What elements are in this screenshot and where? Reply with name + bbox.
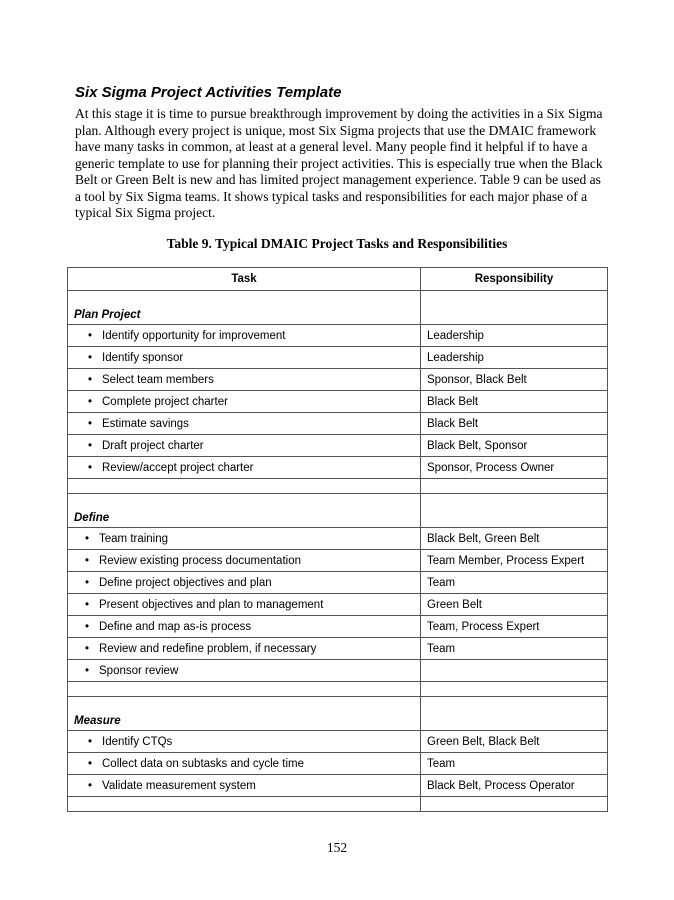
task-cell [68,638,421,660]
responsibility-cell: Team [421,638,608,660]
task-text: Validate measurement system [102,779,256,792]
page-number: 152 [326,840,348,855]
bullet-icon: • [84,620,90,633]
task-text: Team training [99,532,169,545]
task-cell [68,660,421,682]
section-row [68,291,608,325]
responsibility-cell: Black Belt [421,413,608,435]
responsibility-cell: Leadership [421,325,608,347]
table-row [68,775,608,797]
responsibility-cell: Black Belt, Sponsor [421,435,608,457]
table-row [68,616,608,638]
bullet-icon: • [84,598,90,611]
table-row [68,347,608,369]
task-cell [68,391,421,413]
task-cell [68,775,421,797]
bullet-icon: • [84,664,90,677]
bullet-icon: • [87,461,93,474]
task-cell [68,731,421,753]
task-text: Review and redefine problem, if necessary [99,642,317,655]
task-text: Identify CTQs [102,735,173,748]
table-row [68,413,608,435]
table-header-row [68,268,608,291]
bullet-icon: • [87,373,93,386]
responsibility-cell [421,660,608,682]
task-text: Identify sponsor [102,351,184,364]
task-text: Define project objectives and plan [99,576,272,589]
intro-paragraph: At this stage it is time to pursue breakthrough improvement by doing the activities in a Six Sigma plan. Although every project is unique, most Six Sigma projects that use the DMAIC framework have many tasks in common, at least at a general level. Many people find it helpful if to have a generic template to use for planning their project activities. This is especially true when the Black Belt or Green Belt is new and has limited project management experience. Table 9 can be used as a tool by Six Sigma teams. It shows typical tasks and responsibilities for each major phase of a typical Six Sigma project. [75,106,603,220]
task-text: Identify opportunity for improvement [102,329,286,342]
table-row [68,457,608,479]
section-responsibility-cell [421,697,608,731]
table-row [68,594,608,616]
task-cell [68,550,421,572]
responsibility-cell: Leadership [421,347,608,369]
task-cell [68,528,421,550]
responsibility-cell: Green Belt [421,594,608,616]
table-row [68,660,608,682]
table-caption: Table 9. Typical DMAIC Project Tasks and Responsibilities [166,236,508,251]
bullet-icon: • [87,351,93,364]
task-text: Estimate savings [102,417,189,430]
section-row [68,494,608,528]
bullet-icon: • [87,395,93,408]
responsibility-cell: Team Member, Process Expert [421,550,608,572]
task-text: Select team members [102,373,214,386]
dmaic-tasks-table [67,267,608,812]
bullet-icon: • [87,757,93,770]
table-row [68,572,608,594]
task-text: Review existing process documentation [99,554,301,567]
bullet-icon: • [84,576,90,589]
table-row [68,528,608,550]
section-heading: Six Sigma Project Activities Template [75,84,342,101]
bullet-icon: • [84,532,90,545]
task-text: Define and map as-is process [99,620,252,633]
bullet-icon: • [84,554,90,567]
responsibility-cell: Sponsor, Black Belt [421,369,608,391]
task-cell [68,594,421,616]
section-responsibility-cell [421,291,608,325]
task-text: Draft project charter [102,439,204,452]
task-text: Complete project charter [102,395,228,408]
task-cell [68,753,421,775]
table-row [68,550,608,572]
task-cell [68,572,421,594]
bullet-icon: • [87,417,93,430]
responsibility-cell: Team, Process Expert [421,616,608,638]
responsibility-cell: Black Belt, Process Operator [421,775,608,797]
section-responsibility-cell [421,494,608,528]
table-row [68,369,608,391]
bullet-icon: • [84,642,90,655]
header-responsibility: Responsibility [421,268,608,291]
bullet-icon: • [87,329,93,342]
table-row [68,753,608,775]
spacer-row [68,797,608,812]
responsibility-cell: Sponsor, Process Owner [421,457,608,479]
task-text: Present objectives and plan to management [99,598,324,611]
responsibility-cell: Team [421,572,608,594]
header-task: Task [68,268,421,291]
responsibility-cell: Black Belt, Green Belt [421,528,608,550]
section-title: Plan Project [68,291,421,325]
responsibility-cell: Green Belt, Black Belt [421,731,608,753]
table-row [68,638,608,660]
task-cell [68,457,421,479]
table-row [68,325,608,347]
bullet-icon: • [87,735,93,748]
task-text: Review/accept project charter [102,461,254,474]
task-cell [68,616,421,638]
table-row [68,731,608,753]
section-title: Define [68,494,421,528]
section-row [68,697,608,731]
spacer-row [68,479,608,494]
task-text: Sponsor review [99,664,179,677]
task-cell [68,413,421,435]
bullet-icon: • [87,779,93,792]
task-cell [68,347,421,369]
bullet-icon: • [87,439,93,452]
table-row [68,391,608,413]
table-row [68,435,608,457]
task-cell [68,369,421,391]
responsibility-cell: Black Belt [421,391,608,413]
spacer-row [68,682,608,697]
responsibility-cell: Team [421,753,608,775]
task-cell [68,325,421,347]
task-text: Collect data on subtasks and cycle time [102,757,304,770]
task-cell [68,435,421,457]
section-title: Measure [68,697,421,731]
